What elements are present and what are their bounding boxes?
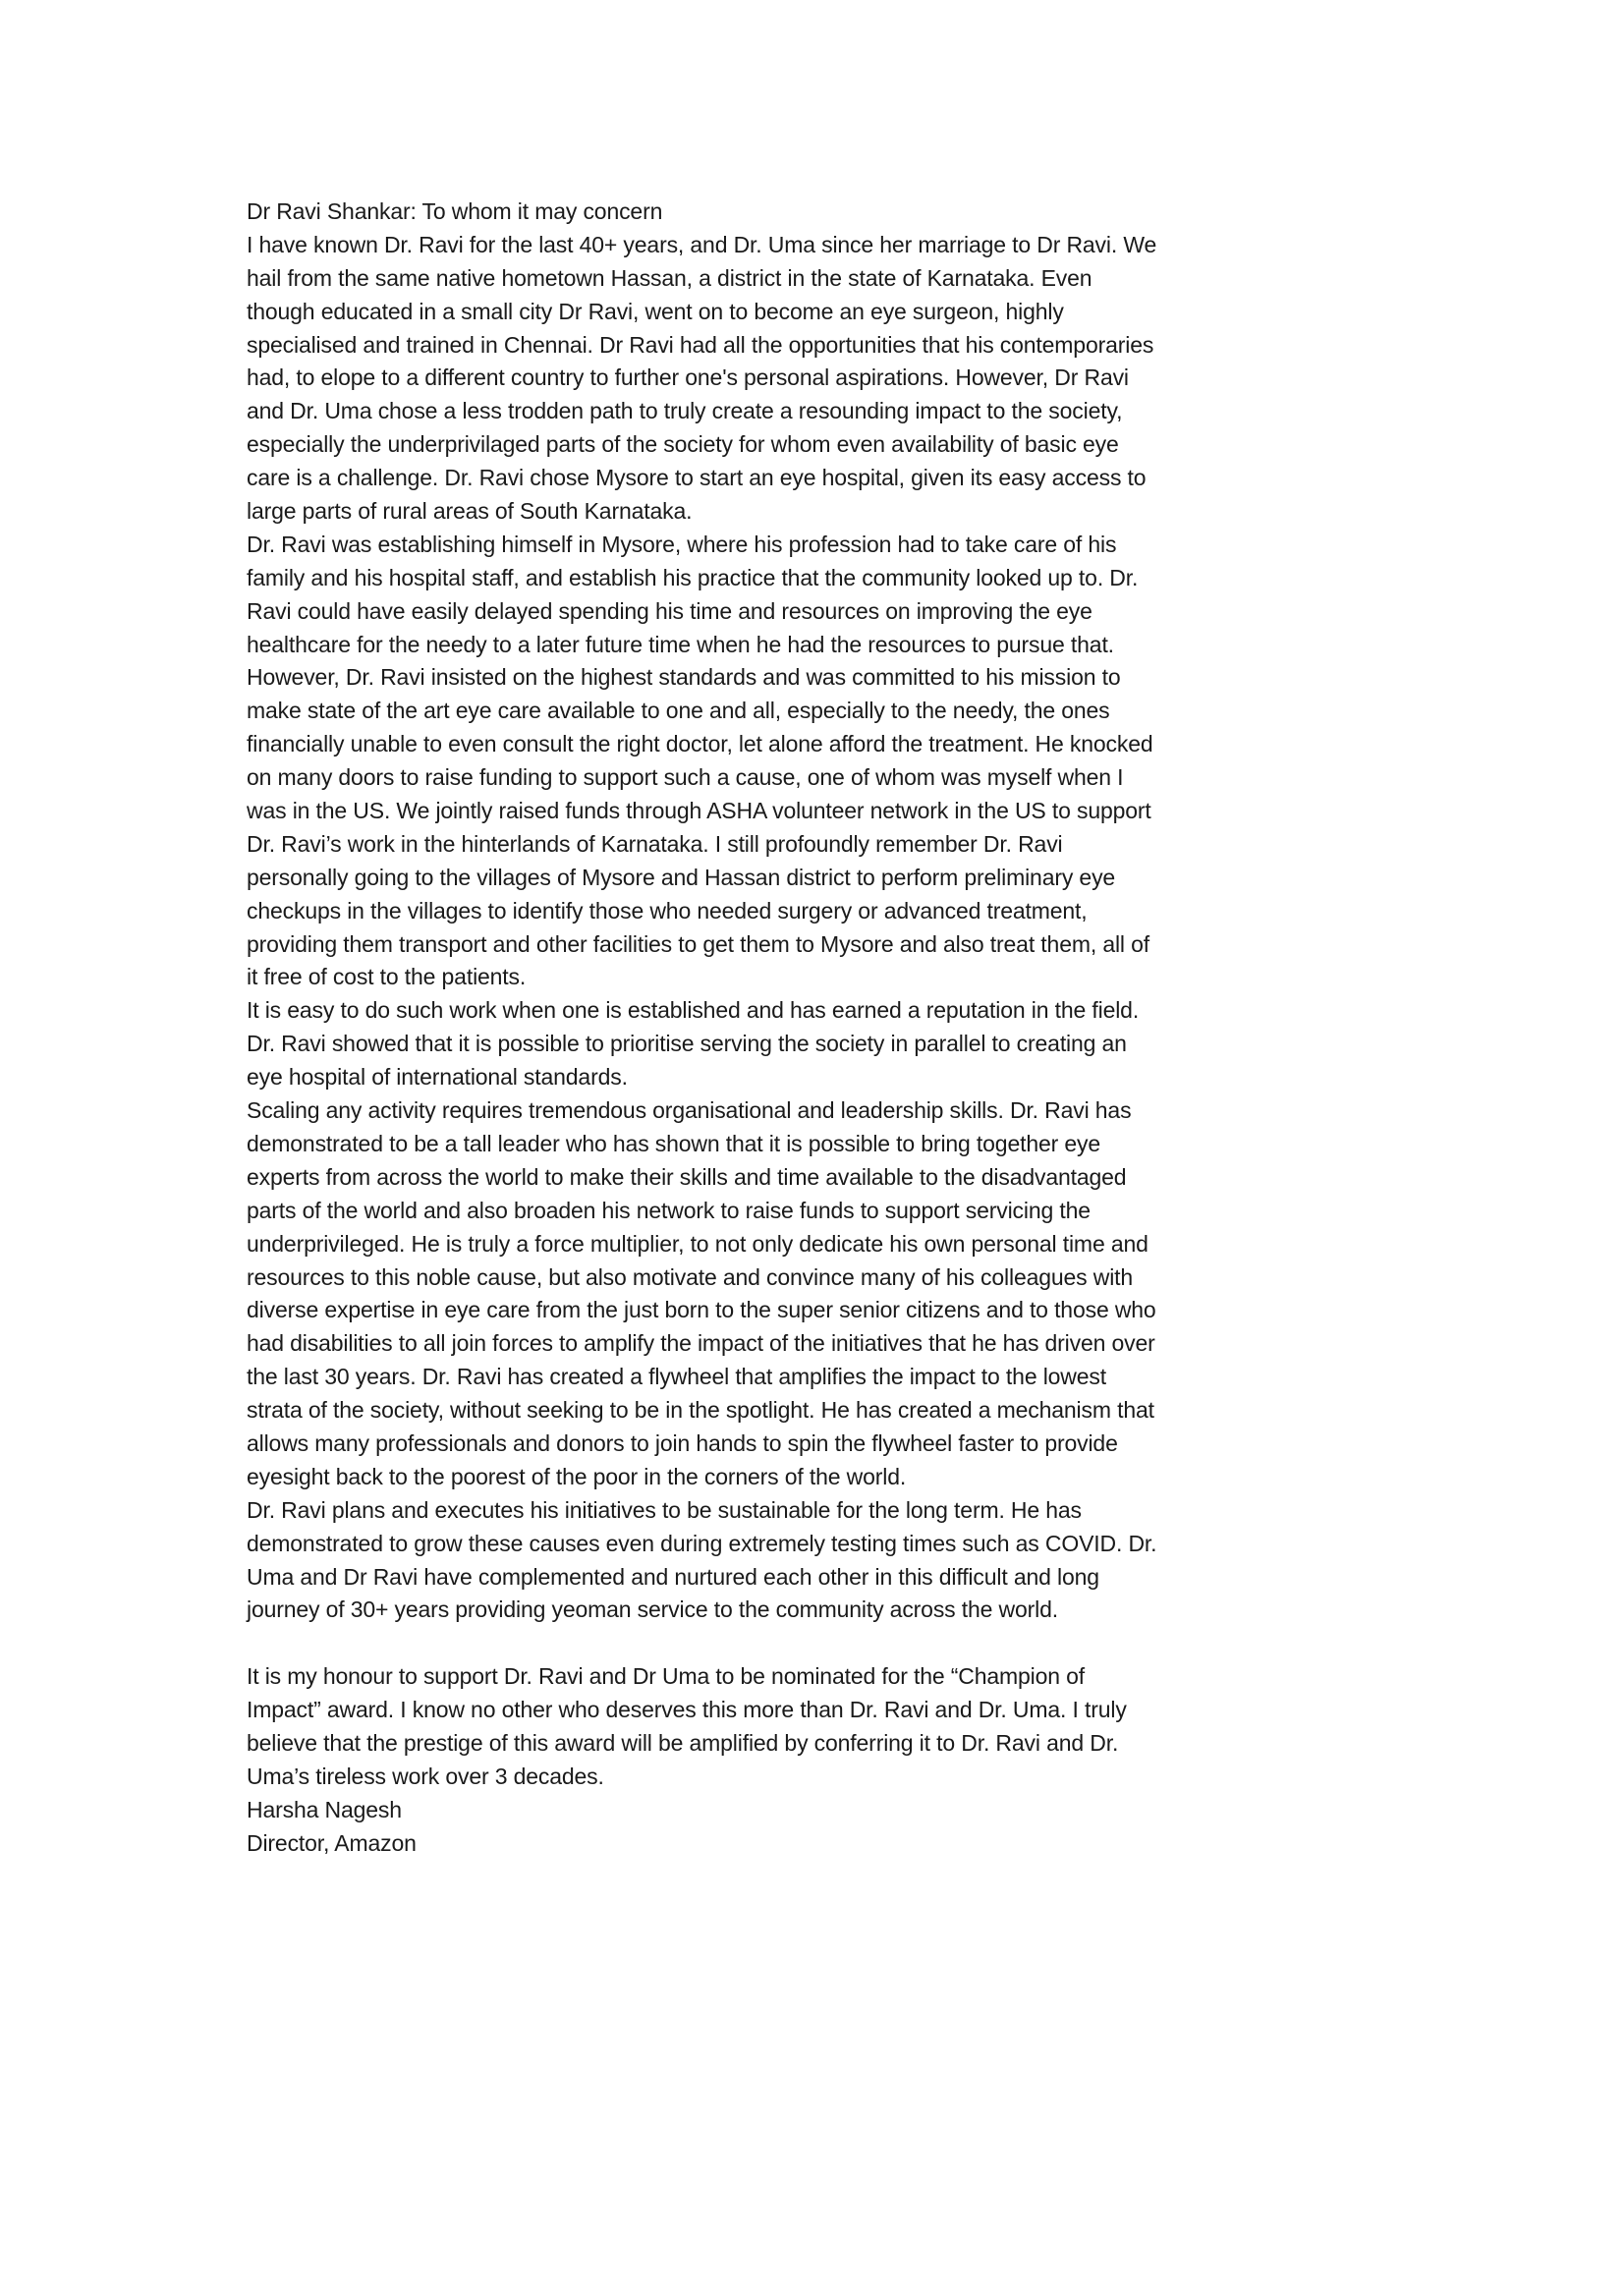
letter-line: Ravi could have easily delayed spending his time and resources on improving the eye (247, 597, 1092, 624)
letter-line: family and his hospital staff, and establish his practice that the community looked up to. Dr. (247, 564, 1139, 590)
letter-line: experts from across the world to make their skills and time available to the disadvantaged (247, 1163, 1127, 1190)
letter-line: However, Dr. Ravi insisted on the highest standards and was committed to his mission to (247, 664, 1121, 691)
letter-line: on many doors to raise funding to support such a cause, one of whom was myself when I (247, 764, 1124, 791)
letter-body (247, 196, 1317, 1861)
letter-line: demonstrated to grow these causes even during extremely testing times such as COVID. Dr. (247, 1530, 1157, 1556)
letter-line: Director, Amazon (247, 1829, 417, 1856)
letter-line: hail from the same native hometown Hassan, a district in the state of Karnataka. Even (247, 264, 1092, 291)
letter-line: Uma and Dr Ravi have complemented and nurtured each other in this difficult and long (247, 1563, 1099, 1590)
letter-line: Scaling any activity requires tremendous organisational and leadership skills. Dr. Ravi has (247, 1097, 1132, 1124)
letter-line: providing them transport and other facilities to get them to Mysore and also treat them, all of (247, 930, 1150, 957)
letter-line (247, 1627, 1317, 1660)
letter-line: had, to elope to a different country to further one's personal aspirations. However, Dr Ravi (247, 364, 1129, 391)
letter-line: allows many professionals and donors to join hands to spin the flywheel faster to provide (247, 1429, 1118, 1456)
letter-line: checkups in the villages to identify those who needed surgery or advanced treatment, (247, 897, 1088, 924)
letter-line: parts of the world and also broaden his network to raise funds to support servicing the (247, 1197, 1091, 1223)
letter-line: Uma’s tireless work over 3 decades. (247, 1763, 604, 1789)
letter-line: the last 30 years. Dr. Ravi has created a flywheel that amplifies the impact to the lowest (247, 1364, 1106, 1390)
letter-line: had disabilities to all join forces to amplify the impact of the initiatives that he has driven over (247, 1330, 1155, 1357)
letter-line: It is easy to do such work when one is established and has earned a reputation in the field. (247, 997, 1140, 1024)
letter-line: It is my honour to support Dr. Ravi and Dr Uma to be nominated for the “Champion of (247, 1663, 1086, 1690)
letter-line: Dr Ravi Shankar: To whom it may concern (247, 198, 663, 224)
letter-line: Dr. Ravi showed that it is possible to prioritise serving the society in parallel to creating an (247, 1031, 1127, 1057)
letter-line: resources to this noble cause, but also motivate and convince many of his colleagues with (247, 1263, 1134, 1290)
letter-line: Dr. Ravi was establishing himself in Mysore, where his profession had to take care of his (247, 531, 1117, 557)
letter-line: Impact” award. I know no other who deserves this more than Dr. Ravi and Dr. Uma. I truly (247, 1697, 1127, 1723)
letter-line: was in the US. We jointly raised funds through ASHA volunteer network in the US to support (247, 798, 1151, 824)
letter-line: Dr. Ravi plans and executes his initiatives to be sustainable for the long term. He has (247, 1496, 1082, 1523)
letter-line: journey of 30+ years providing yeoman service to the community across the world. (247, 1596, 1058, 1623)
letter-line: underprivileged. He is truly a force multiplier, to not only dedicate his own personal time and (247, 1230, 1148, 1257)
letter-line: make state of the art eye care available to one and all, especially to the needy, the ones (247, 698, 1110, 724)
letter-line: healthcare for the needy to a later future time when he had the resources to pursue that. (247, 631, 1114, 657)
letter-line: specialised and trained in Chennai. Dr Ravi had all the opportunities that his contemporaries (247, 331, 1154, 358)
letter-line: large parts of rural areas of South Karnataka. (247, 498, 693, 525)
letter-line: eye hospital of international standards. (247, 1064, 628, 1091)
letter-line: though educated in a small city Dr Ravi, went on to become an eye surgeon, highly (247, 298, 1064, 324)
letter-line: Harsha Nagesh (247, 1796, 402, 1822)
letter-line: financially unable to even consult the right doctor, let alone afford the treatment. He knocked (247, 731, 1153, 757)
letter-line: Dr. Ravi’s work in the hinterlands of Karnataka. I still profoundly remember Dr. Ravi (247, 830, 1063, 857)
letter-line: I have known Dr. Ravi for the last 40+ years, and Dr. Uma since her marriage to Dr Ravi. We (247, 231, 1157, 257)
letter-line: it free of cost to the patients. (247, 964, 527, 990)
letter-line: demonstrated to be a tall leader who has shown that it is possible to bring together eye (247, 1130, 1100, 1156)
letter-line: strata of the society, without seeking to be in the spotlight. He has created a mechanism that (247, 1397, 1154, 1424)
letter-line: personally going to the villages of Mysore and Hassan district to perform preliminary eye (247, 864, 1116, 890)
letter-line: and Dr. Uma chose a less trodden path to truly create a resounding impact to the society, (247, 398, 1123, 424)
letter-line: especially the underprivilaged parts of the society for whom even availability of basic eye (247, 431, 1119, 458)
letter-line: eyesight back to the poorest of the poor in the corners of the world. (247, 1463, 907, 1489)
letter-line: care is a challenge. Dr. Ravi chose Mysore to start an eye hospital, given its easy access to (247, 465, 1147, 491)
letter-line: believe that the prestige of this award will be amplified by conferring it to Dr. Ravi and Dr. (247, 1729, 1119, 1756)
letter-line: diverse expertise in eye care from the just born to the super senior citizens and to those who (247, 1297, 1156, 1323)
